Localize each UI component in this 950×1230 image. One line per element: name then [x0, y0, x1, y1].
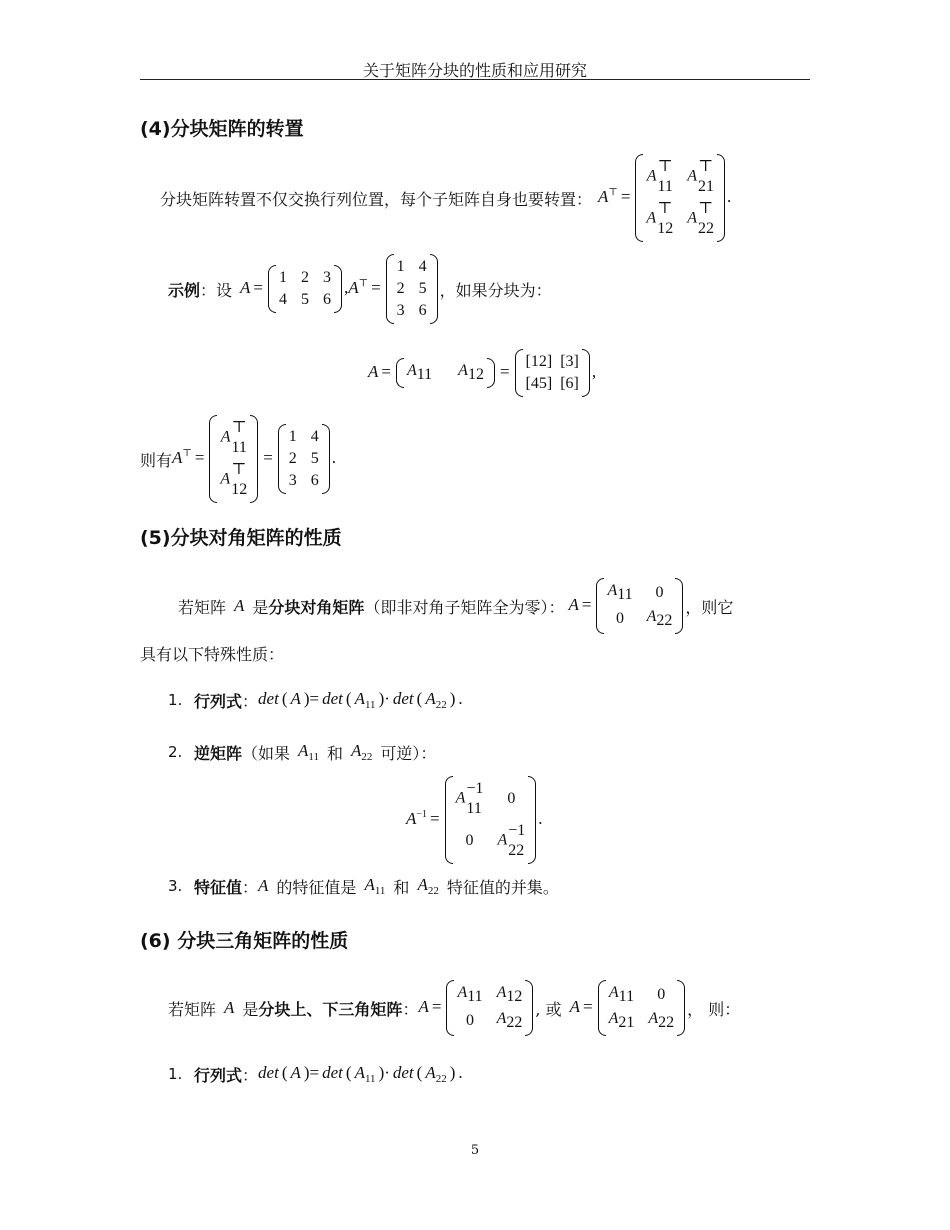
- inverse-condition-a: （如果: [242, 743, 291, 763]
- formula-example-matrices: A = 1 2 3 4 5 6 ,A⊤ = 1 4 2 5 3 6: [240, 254, 440, 324]
- var-A22: $A_{22}$: [417, 875, 439, 897]
- eigen-text-b: 特征值的并集。: [446, 877, 559, 897]
- bt-mid-text: 是: [242, 999, 259, 1019]
- formula-upper-triangular: A = A11 A12 0 A22: [418, 980, 535, 1036]
- bd-paren-text: （即非对角子矩阵全为零）：: [364, 597, 565, 617]
- then-paragraph: [140, 419, 337, 498]
- example-pre-text: ：设: [200, 280, 233, 300]
- bd-end-text: ，则它: [685, 597, 734, 617]
- formula-determinant: det ( A )= det ( $A_{11}$ )· det ( $A_{22}$ ) .: [258, 689, 463, 711]
- formula-inverse: $A^{-1}$ = A −1 11 0 0 A −1 22 .: [406, 790, 543, 850]
- bt-colon: ：: [402, 999, 419, 1019]
- example-post-text: ，如果分块为：: [439, 280, 552, 300]
- and-text: 和: [393, 877, 410, 897]
- bt-pre-text: 若矩阵: [168, 999, 217, 1019]
- then-text: 则有: [140, 450, 173, 470]
- inverse-condition-b: 可逆）：: [380, 743, 437, 763]
- item-number: 3.: [168, 877, 183, 895]
- then-text: ， 则：: [687, 999, 741, 1019]
- formula-determinant: det ( A )= det ( $A_{11}$ )· det ( $A_{22}$ ) .: [258, 1063, 463, 1085]
- var-A: A: [258, 876, 269, 895]
- sec6-item-determinant: 1. 行列式 ： det ( A )= det ( $A_{11}$ )· det ( $A_{22}$ ) .: [168, 1063, 463, 1085]
- item-label: 逆矩阵: [194, 743, 243, 763]
- item-label: 特征值: [194, 877, 243, 897]
- item-label: 行列式: [194, 691, 243, 711]
- header-rule: [140, 79, 810, 80]
- item-number: 1.: [168, 691, 183, 709]
- properties-intro: 具有以下特殊性质：: [140, 644, 285, 664]
- formula-block-partition: A = A11 A12 = [12] [3] [45] [6] ,: [368, 348, 596, 398]
- section-6-heading: (6) 分块三角矩阵的性质: [140, 930, 349, 952]
- var-A22: $A_{22}$: [351, 741, 373, 763]
- block-triangular-paragraph: [168, 980, 740, 1036]
- sec5-item-inverse: [168, 738, 436, 766]
- bd-mid-text: 是: [252, 597, 269, 617]
- bd-bold-term: 分块对角矩阵: [268, 597, 365, 617]
- example-paragraph: [168, 255, 552, 323]
- formula-transpose-result: A⊤ = A ⊤ 11 A ⊤ 12 = 1 4 2 5 3 6 .: [172, 415, 336, 503]
- section-5-heading: (5)分块对角矩阵的性质: [140, 527, 342, 549]
- var-A: A: [224, 998, 235, 1017]
- example-label: 示例: [168, 280, 201, 300]
- formula-lower-triangular: A = A11 0 A21 A22: [570, 980, 688, 1036]
- formula-transpose-def: A⊤ = A ⊤ 11 A ⊤ 21 A ⊤ 12 A ⊤ 22 .: [598, 154, 731, 242]
- bd-pre-text: 若矩阵: [178, 597, 227, 617]
- transpose-text: 分块矩阵转置不仅交换行列位置，每个子矩阵自身也要转置：: [160, 189, 593, 209]
- item-number: 2.: [168, 743, 183, 761]
- var-A11: $A_{11}$: [298, 741, 320, 763]
- sec5-item-eigenvalues: 3. 特征值 ： A 的特征值是 $A_{11}$ 和 $A_{22}$ 特征值的并集。: [168, 875, 559, 897]
- block-diagonal-paragraph: [178, 578, 733, 634]
- bt-bold-term: 分块上、下三角矩阵: [258, 999, 403, 1019]
- sec5-item-determinant: 1. 行列式 ： det ( A )= det ( $A_{11}$ )· det ( $A_{22}$ ) .: [168, 689, 463, 711]
- var-A: A: [234, 596, 245, 615]
- running-header: 关于矩阵分块的性质和应用研究: [362, 61, 587, 80]
- eigen-text-a: 的特征值是: [276, 877, 357, 897]
- item-number: 1.: [168, 1065, 183, 1083]
- item-label: 行列式: [194, 1065, 243, 1085]
- or-text: , 或: [535, 999, 562, 1019]
- page-number: 5: [470, 1143, 480, 1158]
- transpose-paragraph: [160, 158, 732, 237]
- and-text: 和: [327, 743, 344, 763]
- formula-block-diagonal: A = A11 0 0 A22: [568, 578, 685, 634]
- var-A11: $A_{11}$: [364, 875, 386, 897]
- section-4-heading: (4)分块矩阵的转置: [140, 118, 304, 140]
